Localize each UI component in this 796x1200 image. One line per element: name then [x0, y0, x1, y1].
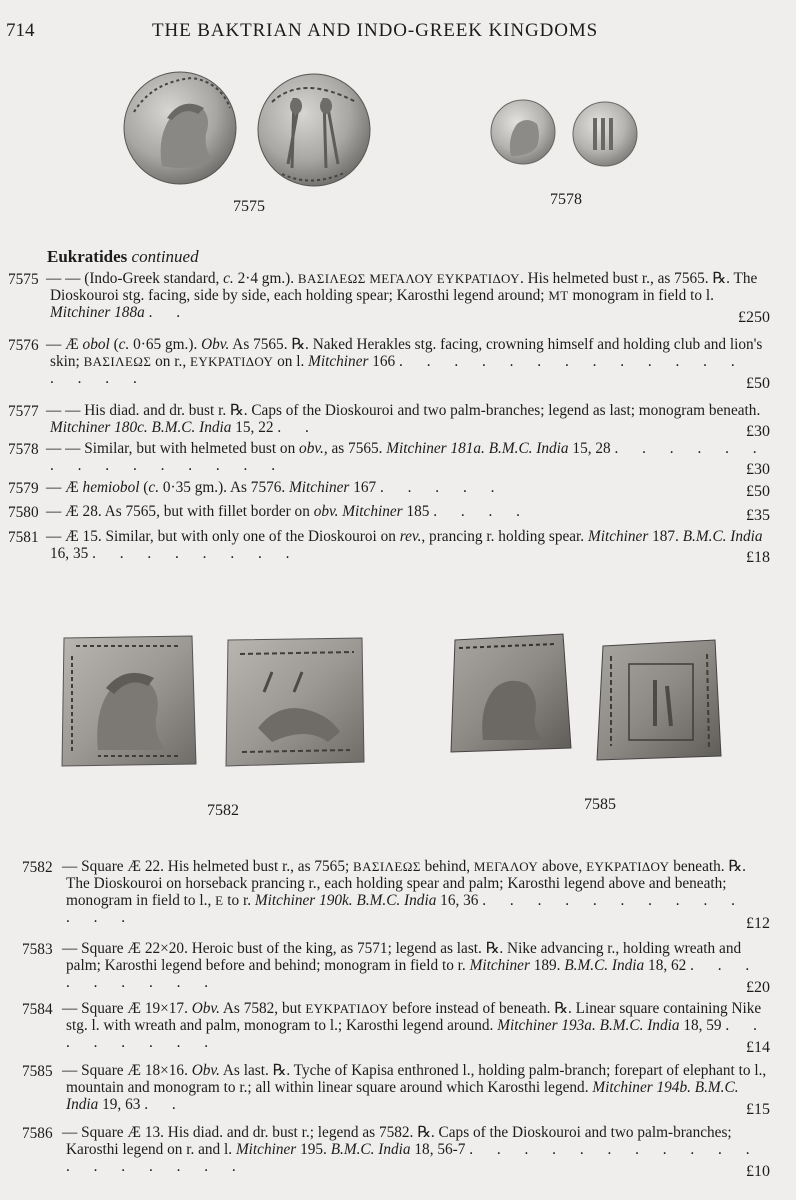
price: £10	[746, 1163, 770, 1180]
entry-text: 185	[402, 503, 430, 520]
entry-text: (	[139, 479, 149, 496]
entry-text: (	[109, 336, 119, 353]
entry-number: 7582	[22, 859, 53, 876]
entry-text: 15, 22	[231, 419, 274, 436]
entry-text: . His helmeted bust r., as 7565. ℞. The Dioskouroi stg. facing, side by side, each holding spear; Karosthi legend around;	[50, 270, 758, 304]
entry-text: monogram in field to l.	[568, 287, 714, 304]
reference: Mitchiner	[308, 353, 369, 370]
entry-text: — — Similar, but with helmeted bust on	[46, 440, 300, 457]
leader-dots: . .	[144, 1096, 186, 1113]
reference: B.M.C. India	[488, 440, 569, 457]
reference: Mitchiner	[289, 479, 350, 496]
entry-text: — — His diad. and dr. bust r. ℞. Caps of the Dioskouroi and two palm-branches; legend as last; monogram beneath.	[46, 402, 761, 419]
entry-text: — Æ	[46, 336, 83, 353]
price: £30	[746, 423, 770, 440]
entry-number: 7580	[8, 504, 39, 521]
entry-text: on r.,	[151, 353, 190, 370]
entry-text: 18, 56-7	[410, 1141, 466, 1158]
entry-number: 7581	[8, 529, 39, 546]
entry-abbr: c.	[223, 270, 234, 287]
entry-text: — Æ	[46, 479, 83, 496]
leader-dots: . . . . .	[380, 479, 505, 496]
leader-dots: . . . .	[433, 503, 531, 520]
reference: B.M.C. India	[151, 419, 232, 436]
leader-dots: . . . . . . . . . . . . . . . . .	[50, 353, 745, 387]
reference: Mitchiner	[342, 503, 403, 520]
entry-text: 18, 62	[644, 957, 687, 974]
reference: Mitchiner	[469, 957, 530, 974]
price: £250	[738, 309, 770, 326]
entry-abbr: c.	[118, 336, 130, 353]
entry-abbr: obv.	[299, 440, 324, 457]
reference: Mitchiner 180c.	[50, 419, 148, 436]
greek-legend: ΕΥΚΡΑΤΙΔΟΥ	[305, 1001, 389, 1016]
entry-text: beneath. ℞. The Dioskouroi on horseback prancing r., each holding spear and palm; Karosthi legend above and beneath; monogram in field to l.,	[66, 858, 746, 909]
reference: Mitchiner 194b.	[592, 1079, 691, 1096]
reference: B.M.C. India	[682, 528, 763, 545]
price: £50	[746, 375, 770, 392]
entry-text: on l.	[273, 353, 309, 370]
entry-number: 7579	[8, 480, 39, 497]
entry-abbr: Obv.	[191, 1000, 220, 1017]
entry-text: , as 7565.	[323, 440, 387, 457]
entry-abbr: Obv.	[191, 1062, 220, 1079]
greek-legend: ΒΑΣΙΛΕΩΣ	[83, 354, 152, 369]
entry-text: — Square Æ 18×16.	[62, 1062, 192, 1079]
catalogue-entry-7575	[8, 270, 768, 324]
entry-text: — Square Æ 22. His helmeted bust r., as 7565;	[62, 858, 354, 875]
price: £18	[746, 549, 770, 566]
entry-text: As 7565. ℞. Naked Herakles stg. facing, crowning himself and holding club and lion's skin;	[50, 336, 763, 370]
reference: Mitchiner 190k.	[254, 892, 353, 909]
greek-legend: ΕΥΚΡΑΤΙΔΟΥ	[190, 354, 274, 369]
reference: B.M.C. India	[564, 957, 645, 974]
entry-abbr: c.	[148, 479, 160, 496]
entry-number: 7577	[8, 403, 39, 420]
entry-number: 7585	[22, 1063, 53, 1080]
entry-text: 189.	[529, 957, 565, 974]
running-header	[0, 20, 796, 50]
entry-number: 7584	[22, 1001, 53, 1018]
denomination: hemiobol	[82, 479, 140, 496]
reference: B.M.C. India	[66, 1079, 739, 1113]
entry-text: — Square Æ 22×20. Heroic bust of the king, as 7571; legend as last. ℞. Nike advancing r., holding wreath and palm; Karosthi legend before and behind; monogram in field to r.	[62, 940, 742, 974]
entry-text: 0·35 gm.). As 7576.	[159, 479, 290, 496]
reference: B.M.C. India	[356, 892, 437, 909]
leader-dots: . . . . . . . . . . . . . . .	[50, 440, 767, 474]
figure-label-7585: 7585	[584, 796, 616, 813]
section-heading	[47, 247, 199, 267]
reference: Mitchiner	[587, 528, 649, 545]
entry-text: before instead of beneath. ℞. Linear square containing Nike stg. l. with wreath and palm, monogram to l.; Karosthi legend around.	[66, 1000, 762, 1034]
catalogue-entry-7581	[8, 528, 768, 564]
reference: Mitchiner 181a.	[386, 440, 485, 457]
entry-number: 7575	[8, 271, 39, 288]
entry-abbr: Obv.	[201, 336, 230, 353]
figure-label-7578: 7578	[550, 191, 582, 208]
price: £12	[746, 915, 770, 932]
entry-text: — Square Æ 19×17.	[62, 1000, 192, 1017]
price: £14	[746, 1039, 770, 1056]
entry-text: As 7582, but	[219, 1000, 306, 1017]
entry-text: — — (Indo-Greek standard,	[46, 270, 224, 287]
entry-text: 2·4 gm.).	[233, 270, 298, 287]
entry-number: 7576	[8, 337, 39, 354]
catalogue-entry-7579	[8, 479, 768, 498]
entry-text: As last. ℞. Tyche of Kapisa enthroned l., holding palm-branch; forepart of elephant to l., mountain and monogram to r.; all within linear square around which Karosthi legend.	[66, 1062, 767, 1096]
entry-text: , prancing r. holding spear.	[421, 528, 588, 545]
catalogue-entry-7586	[8, 1124, 768, 1178]
figure-label-7575: 7575	[233, 198, 265, 215]
monogram: Ε	[215, 893, 224, 908]
catalogue-entry-7578	[8, 440, 768, 476]
price: £30	[746, 461, 770, 478]
denomination: obol	[82, 336, 110, 353]
greek-legend: ΕΥΚΡΑΤΙΔΟΥ	[586, 859, 670, 874]
entry-text: — Square Æ 13. His diad. and dr. bust r.; legend as 7582. ℞. Caps of the Dioskouroi and two palm-branches; Karosthi legend on r. and l.	[62, 1124, 732, 1158]
catalogue-entry-7576	[8, 336, 768, 390]
entry-text: to r.	[223, 892, 255, 909]
entry-number: 7586	[22, 1125, 53, 1142]
entry-text: 16, 36	[436, 892, 479, 909]
reference: Mitchiner	[235, 1141, 297, 1158]
entry-abbr: rev.	[399, 528, 422, 545]
entry-text: 195.	[296, 1141, 331, 1158]
reference: Mitchiner 188a	[50, 304, 145, 321]
reference: B.M.C. India	[599, 1017, 680, 1034]
greek-legend: ΒΑΣΙΛΕΩΣ ΜΕΓΑΛΟΥ ΕΥΚΡΑΤΙΔΟΥ	[297, 271, 520, 286]
catalogue-entry-7584	[8, 1000, 768, 1054]
catalogue-entry-7585	[8, 1062, 768, 1116]
entry-text: — Æ 15. Similar, but with only one of the Dioskouroi on	[46, 528, 400, 545]
catalogue-entry-7583	[8, 940, 768, 994]
entry-text: 16, 35	[50, 545, 89, 562]
entry-text: 167	[349, 479, 377, 496]
leader-dots: . . . . . . . .	[66, 1017, 767, 1051]
entry-text: — Æ 28. As 7565, but with fillet border on	[46, 503, 314, 520]
leader-dots: . . . . . . . .	[92, 545, 300, 562]
leader-dots: . . . . . . . . .	[66, 957, 760, 991]
coin-photo-7585	[445, 630, 725, 766]
page-title: THE BAKTRIAN AND INDO-GREEK KINGDOMS	[152, 20, 599, 41]
entry-text: 18, 59	[679, 1017, 722, 1034]
catalogue-entry-7577	[8, 402, 768, 438]
reference: B.M.C. India	[330, 1141, 411, 1158]
price: £50	[746, 483, 770, 500]
entry-text: above,	[538, 858, 587, 875]
reference: Mitchiner 193a.	[497, 1017, 596, 1034]
coin-photo-7575	[112, 68, 382, 190]
entry-text: 0·65 gm.).	[129, 336, 202, 353]
monogram: ΜΤ	[548, 288, 569, 303]
greek-legend: ΒΑΣΙΛΕΩΣ	[353, 859, 421, 874]
leader-dots: . .	[277, 419, 319, 436]
entry-number: 7578	[8, 441, 39, 458]
coin-photo-7582	[58, 632, 370, 770]
figure-label-7582: 7582	[207, 802, 239, 819]
coin-photo-7578	[485, 98, 645, 168]
catalogue-entry-7582	[8, 858, 768, 930]
entry-text: 15, 28	[568, 440, 611, 457]
catalogue-entry-7580	[8, 503, 768, 522]
entry-number: 7583	[22, 941, 53, 958]
leader-dots: . . . . . . . . . . . . .	[66, 892, 745, 926]
section-name: Eukratides	[47, 247, 128, 266]
entry-abbr: obv.	[313, 503, 339, 520]
price: £20	[746, 979, 770, 996]
entry-text: behind,	[420, 858, 474, 875]
section-suffix: continued	[131, 247, 199, 266]
entry-text: 187.	[648, 528, 683, 545]
entry-text: 19, 63	[98, 1096, 141, 1113]
greek-legend: ΜΕΓΑΛΟΥ	[473, 859, 539, 874]
price: £35	[746, 507, 770, 524]
leader-dots: . .	[148, 304, 191, 321]
entry-text: 166	[368, 353, 396, 370]
page-number: 714	[6, 20, 35, 41]
leader-dots: . . . . . . . . . . . . . . . . . .	[66, 1141, 760, 1175]
price: £15	[746, 1101, 770, 1118]
